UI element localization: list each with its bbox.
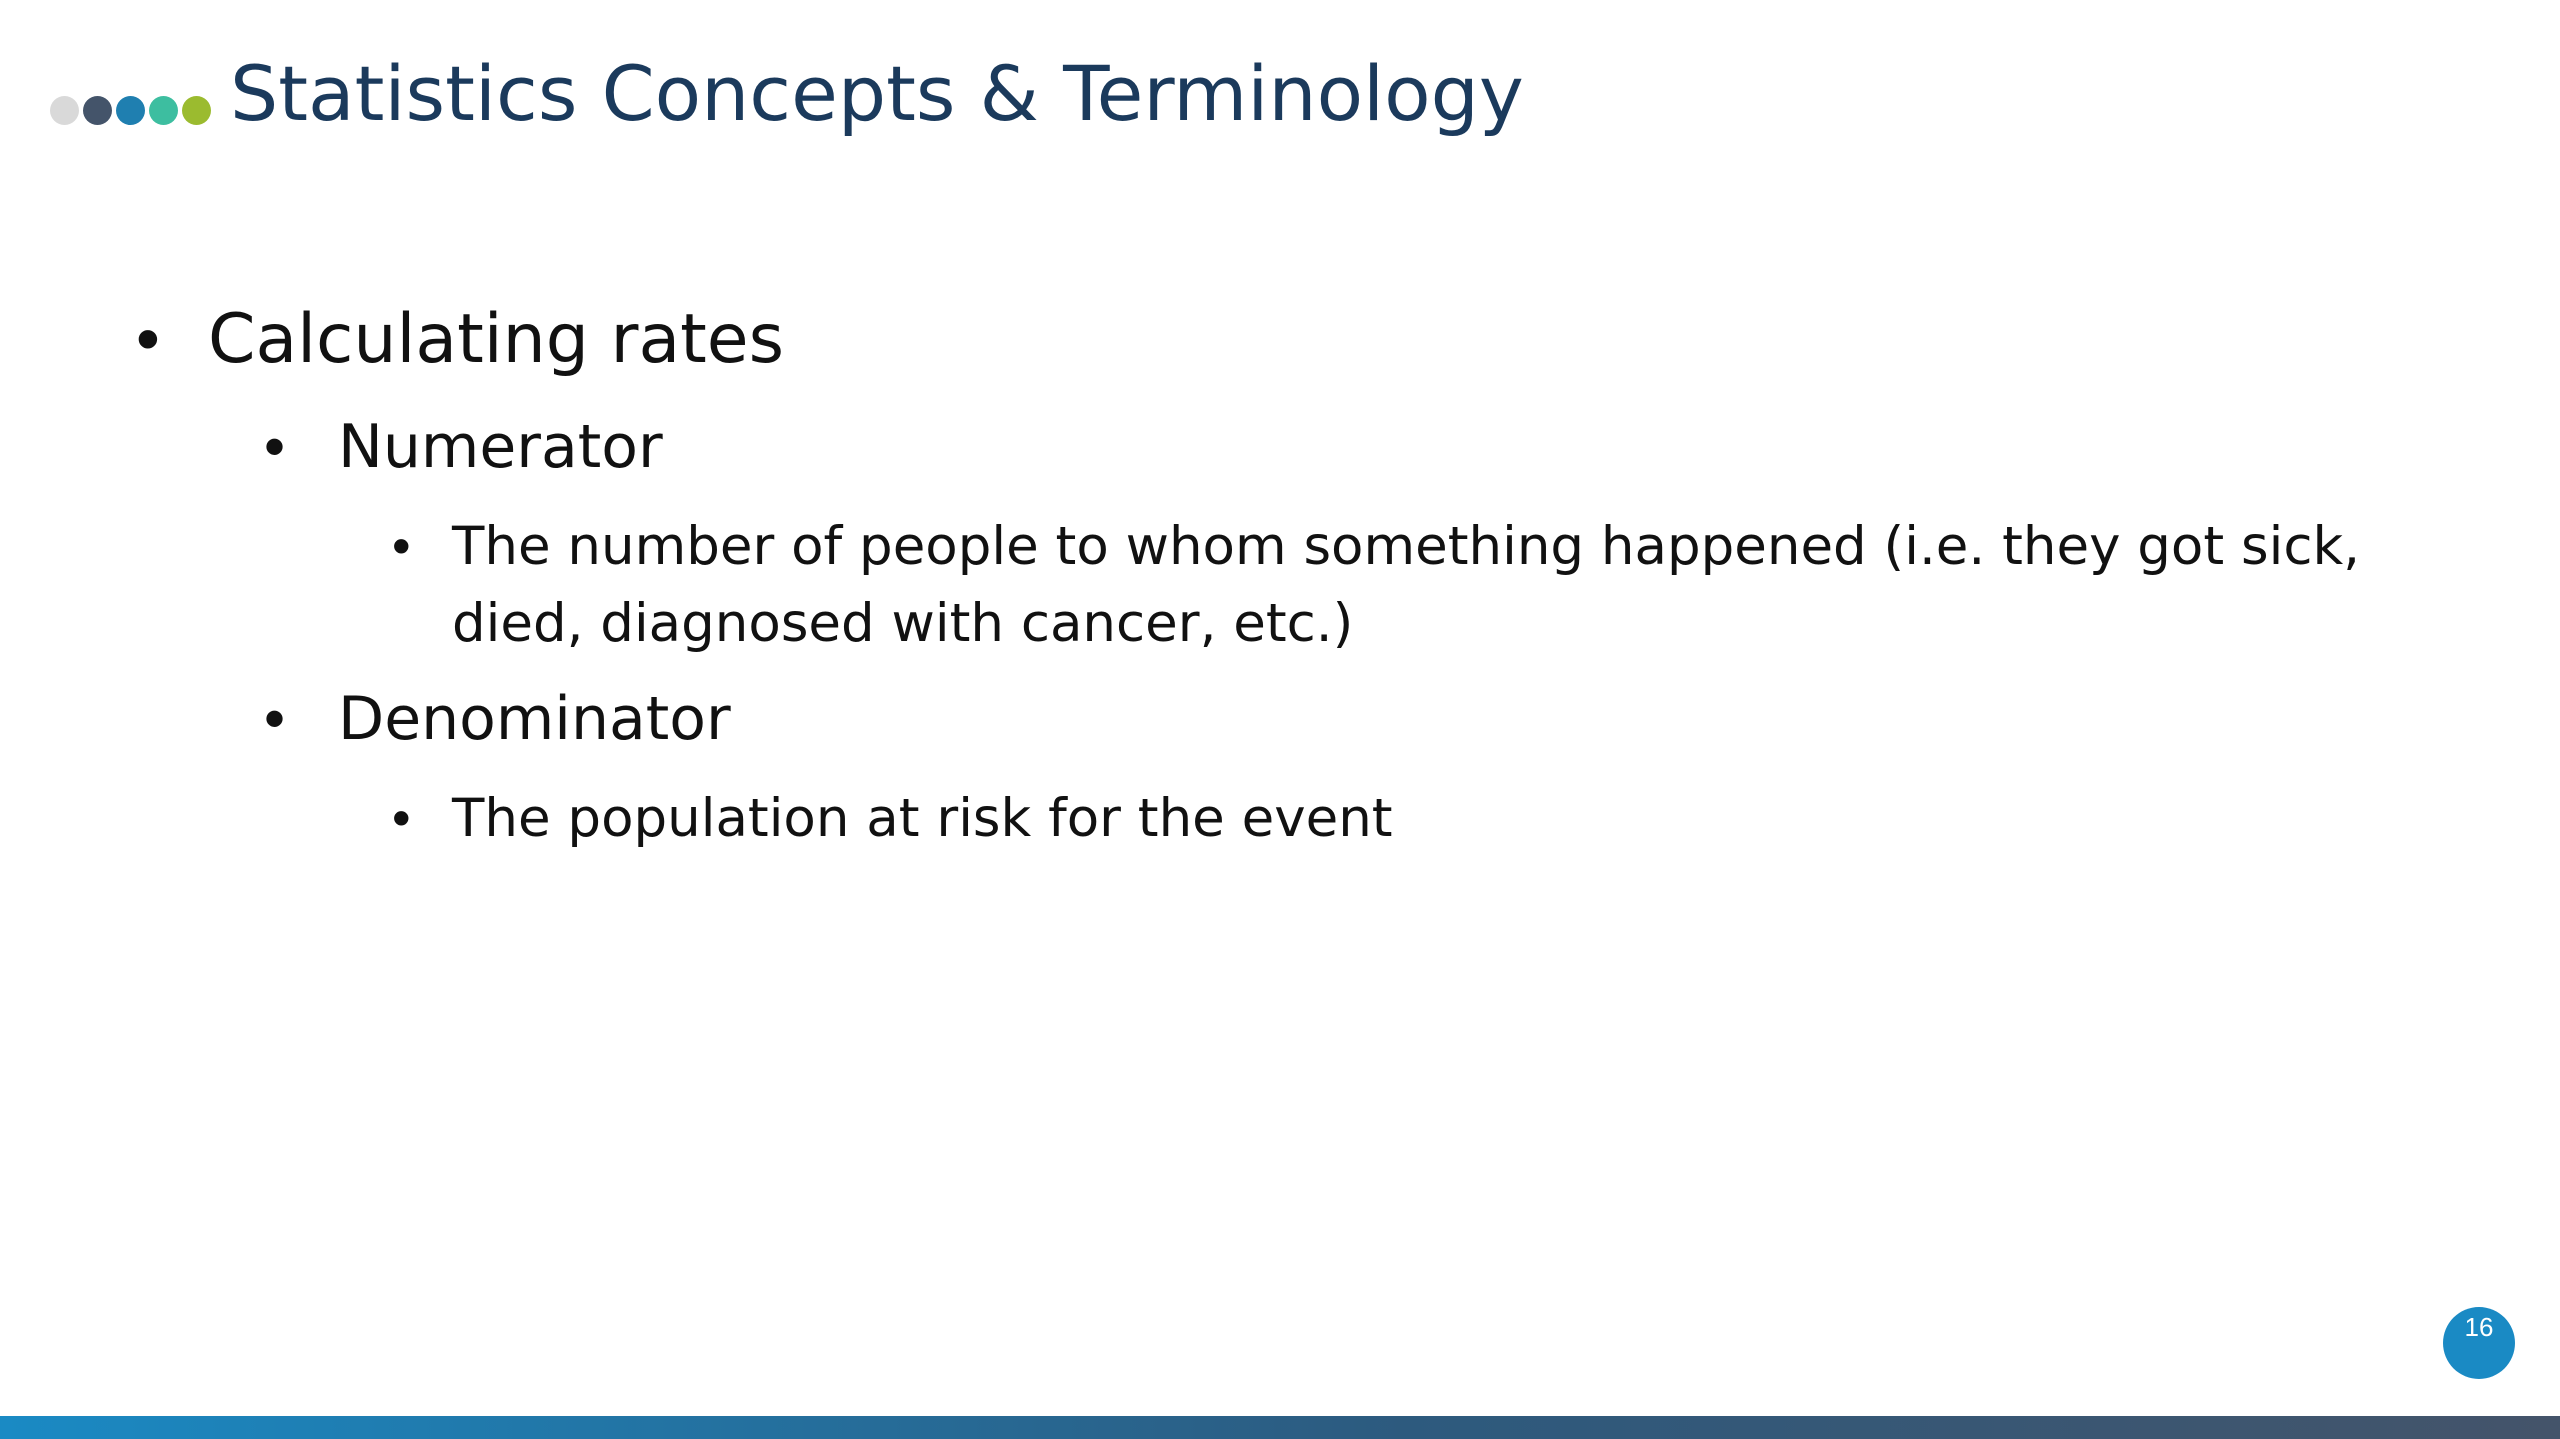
bullet-marker: • [136, 301, 160, 377]
bullet-calculating-rates: Calculating rates [208, 300, 785, 379]
footer-bar [0, 1416, 2560, 1439]
dot-green [182, 96, 211, 125]
page-number-badge: 16 [2443, 1307, 2515, 1379]
dot-slate [83, 96, 112, 125]
bullet-marker: • [392, 517, 411, 576]
bullet-marker: • [264, 413, 286, 480]
bullet-numerator: Numerator [338, 412, 663, 482]
denominator-description: The population at risk for the event [452, 788, 1393, 849]
dot-blue [116, 96, 145, 125]
bullet-marker: • [392, 789, 411, 848]
dot-teal [149, 96, 178, 125]
bullet-marker: • [264, 685, 286, 752]
numerator-description-line-1: The number of people to whom something happened (i.e. they got sick, [452, 516, 2360, 577]
dot-gray [50, 96, 79, 125]
numerator-description-line-2: died, diagnosed with cancer, etc.) [452, 593, 1354, 654]
slide-title: Statistics Concepts & Terminology [230, 49, 1524, 138]
bullet-denominator: Denominator [338, 684, 731, 754]
